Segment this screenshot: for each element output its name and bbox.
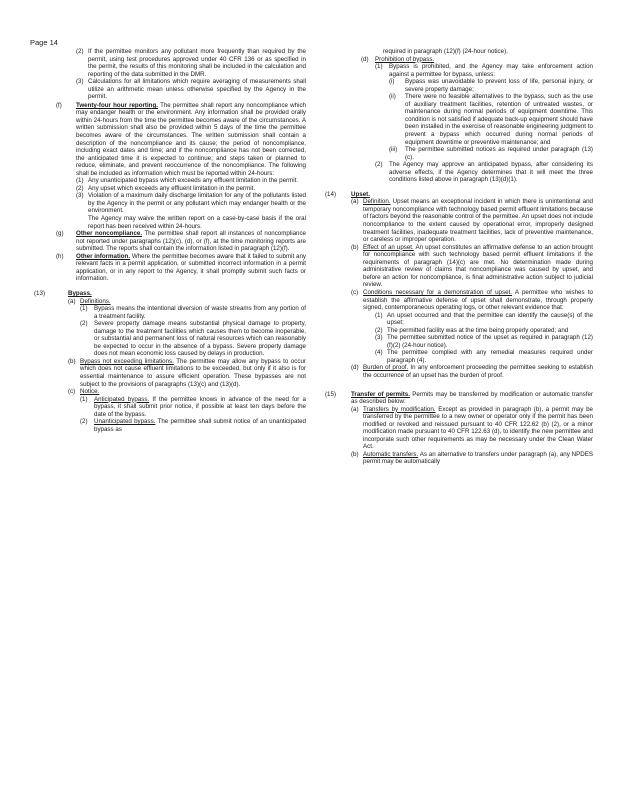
section-g: (g) Other noncompliance. The permittee shall report all instances of noncompliance not reported under paragraphs (12)(c), (d), or (f), at the time monitoring reports are submitted. The reports shall contain the information listed in paragraph (12)(f). xyxy=(56,230,306,253)
list-item: (2) The permitted facility was at the time being properly operated; and xyxy=(375,326,569,334)
list-item: (2) Unanticipated bypass. The permittee shall submit notice of an unanticipated bypass as xyxy=(80,418,306,433)
list-item: (3) Violation of a maximum daily discharge limitation for any of the pollutants listed by the Agency in the permit or any pollutant which may endanger health or the environment. The Agency may waive the written report on a case-by-case basis if the oral report has been received within 24-hours. xyxy=(76,192,306,230)
list-item: (1) Any unanticipated bypass which exceeds any effluent limitation in the permit. xyxy=(76,177,299,185)
list-item: (2) Any upset which exceeds any effluent limitation in the permit. xyxy=(76,184,256,192)
section-h: (h) Other information. Where the permittee becomes aware that it failed to submit any relevant facts in a permit application, or submitted incorrect information in a permit application, or in any report to the Agency, it shall promptly submit such facts or information. xyxy=(56,252,307,283)
right-column xyxy=(325,48,593,466)
list-item: (1) Bypass is prohibited, and the Agency may take enforcement action against a permittee for bypass, unless: xyxy=(375,63,593,78)
waiver-note: The Agency may waive the written report on a case-by-case basis if the oral report has been received within 24-hours. xyxy=(88,215,306,230)
section-13a: (a) Definitions. xyxy=(68,297,111,305)
list-item: (1) An upset occurred and that the permittee can identify the cause(s) of the upset; xyxy=(375,311,593,327)
list-item: (4) The permittee complied with any remedial measures required under paragraph (4). xyxy=(375,349,593,364)
section-13b: (b) Bypass not exceeding limitations. The permittee may allow any bypass to occur which does not cause effluent limitations to be exceeded, but only if it also is for essential maintenance to assure efficient operation. These bypasses are not subject to the provisions of paragraphs (13)(c) and (13)(d). xyxy=(68,357,306,388)
list-item: (i) Bypass was unavoidable to prevent loss of life, personal injury, or severe property damage; xyxy=(389,78,593,93)
list-item: (2) The Agency may approve an anticipated bypass, after considering its adverse effects, if the Agency determines that it will meet the three conditions listed above in paragraph (13)(d)(1). xyxy=(375,161,593,184)
section-15b: (b) Automatic transfers. As an alternative to transfers under paragraph (a), any NPDES permit may be automatically xyxy=(351,450,593,466)
section-f: (f) Twenty-four hour reporting. The permittee shall report any noncompliance which may endanger health or the environment. Any information shall be provided orally within 24-hours from the time the permittee becomes aware of the circumstances. A written submission shall also be provided within 5 days of the time the permittee becomes aware of the circumstances. The written submission shall contain a description of the noncompliance and its cause; the period of noncompliance, including exact dates and time; and if the noncompliance has not been corrected, the anticipated time it is expected to continue; and steps taken or planned to reduce, eliminate, and prevent reoccurrence of the noncompliance. The following shall be included as information which must be reported within 24-hours: xyxy=(56,101,307,177)
list-item: (ii) There were no feasible alternatives to the bypass, such as the use of auxiliary treatment facilities, retention of untreated wastes, or maintenance during normal periods of equipment downtime. This condition is not satisfied if adequate back-up equipment should have been installed in the exercise of reasonable engineering judgment to prevent a bypass which occurred during normal periods of equipment downtime or preventive maintenance; and xyxy=(389,93,593,146)
left-column xyxy=(36,48,306,433)
section-15a: (a) Transfers by modification. Except as provided in paragraph (b), a permit may be transferred by the permittee to a new owner or operator only if the permit has been modified or revoked and reissued pursuant to 40 CFR 122.62 (b) (2), or a minor modification made pursuant to 40 CFR 122.63 (d), to identify the new permittee and incorporate such other requirements as may be necessary under the Clean Water Act. xyxy=(351,405,593,451)
list-item: (2) If the permittee monitors any pollutant more frequently than required by the permit, using test procedures approved under 40 CFR 136 or as specified in the permit, the results of this monitoring shall be included in the calculation and reporting of the data submitted in the DMR. xyxy=(76,48,306,78)
continued-text: required in paragraph (12)(f) (24-hour notice). xyxy=(383,48,508,55)
list-item: (3) The permittee submitted notice of the upset as required in paragraph (12)(f)(2) (24-hour notice). xyxy=(375,334,593,349)
page-number: Page 14 xyxy=(30,38,58,47)
list-item: (1) Anticipated bypass. If the permittee knows in advance of the need for a bypass, it shall submit prior notice, if possible at least ten days before the date of the bypass. xyxy=(80,395,306,418)
section-14d: (d) Burden of proof. In any enforcement proceeding the permittee seeking to establish the occurrence of an upset has the burden of proof. xyxy=(351,364,594,379)
section-14c: (c) Conditions necessary for a demonstration of upset. A permittee who wishes to establish the affirmative defense of upset shall demonstrate, through properly signed, contemporaneous operating logs, or other relevant evidence that: xyxy=(351,288,593,312)
section-15: (15) Transfer of permits. Permits may be transferred by modification or automatic transfer as described below: xyxy=(325,390,593,406)
section-13-heading: (13) Bypass. xyxy=(34,289,92,297)
list-item: (2) Severe property damage means substantial physical damage to property, damage to the treatment facilities which causes them to become inoperable, or substantial and permanent loss of natural resources which can reasonably be expected to occur in the absence of a bypass. Severe property damage does not mean economic loss caused by delays in production. xyxy=(80,320,306,358)
section-13d: (d) Prohibition of bypass. xyxy=(361,55,435,63)
list-item: (iii) The permittee submitted notices as required under paragraph (13)(c). xyxy=(389,146,593,161)
section-14b: (b) Effect of an upset. An upset constitutes an affirmative defense to an action brought for noncompliance with such technology based permit effluent limitations if the requirements of paragraph (14)(c) are met. No determination made during administrative review of claims that noncompliance was caused by upset, and before an action for noncompliance, is final administrative action subject to judicial review. xyxy=(351,243,593,289)
list-item: (1) Bypass means the intentional diversion of waste streams from any portion of a treatment facility. xyxy=(80,305,306,320)
section-14a: (a) Definition. Upset means an exceptional incident in which there is unintentional and temporary noncompliance with technology based permit effluent limitations because of factors beyond the reasonable control of the permittee. An upset does not include noncompliance to the extent caused by operational error, improperly designed treatment facilities, inadequate treatment facilities, lack of preventive maintenance, or careless or improper operation. xyxy=(351,198,593,244)
list-item: (3) Calculations for all limitations which require averaging of measurements shall utilize an arithmetic mean unless otherwise specified by the Agency in the permit. xyxy=(76,78,306,101)
section-14-heading: (14) Upset. xyxy=(325,190,370,198)
section-13c: (c) Notice. xyxy=(68,388,100,396)
